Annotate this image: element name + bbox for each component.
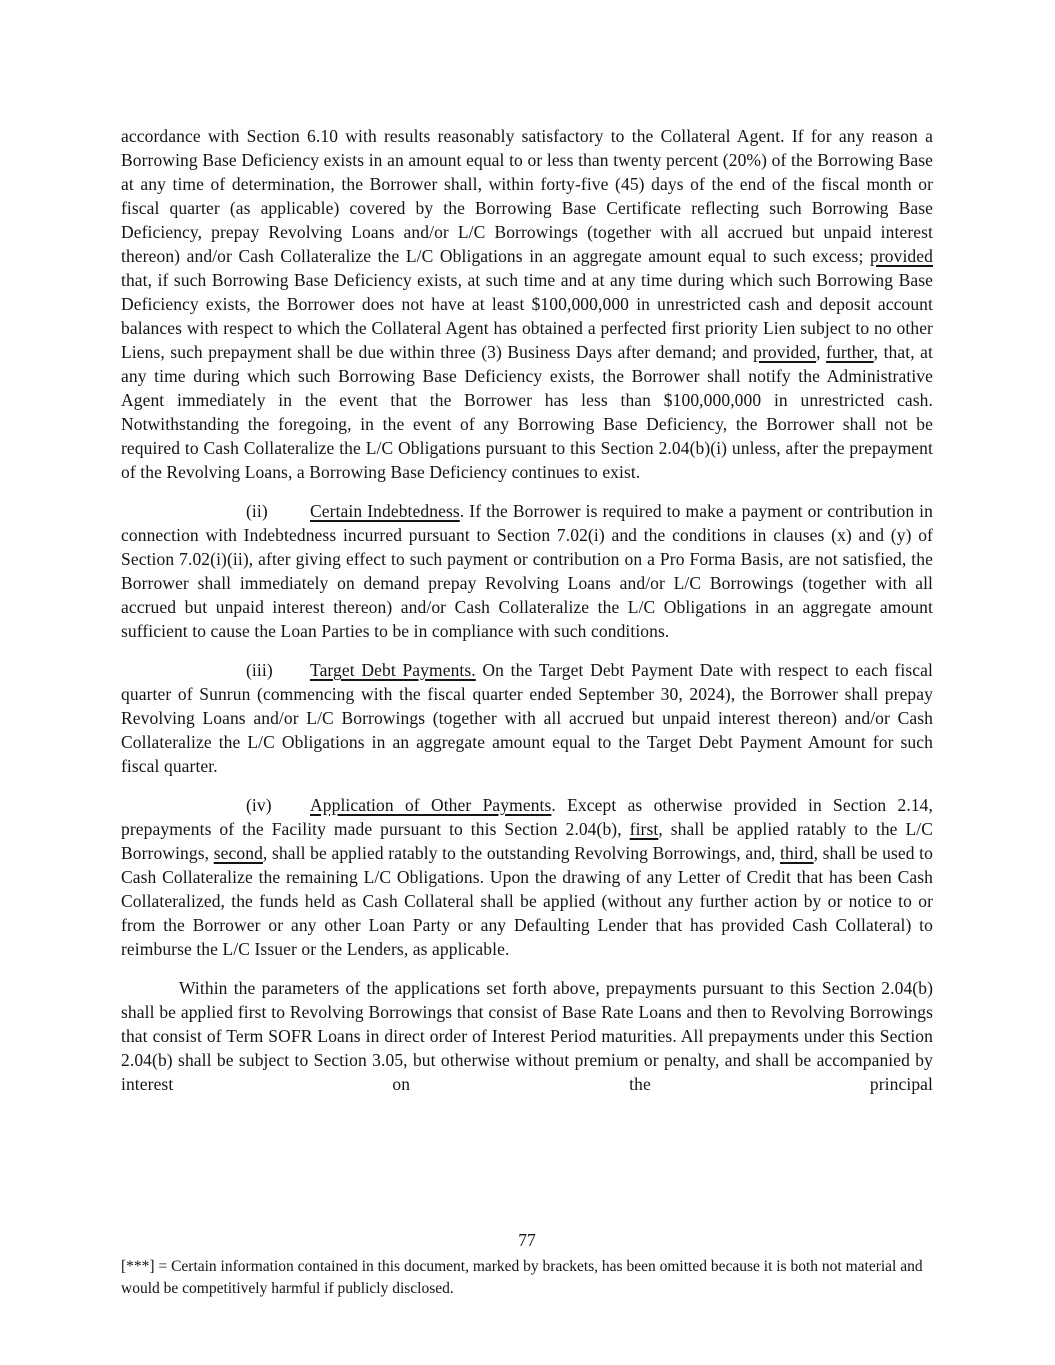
text-run: , shall be applied ratably to the L/C Borrowings, bbox=[121, 819, 933, 863]
clause-heading: Application of Other Payments bbox=[310, 795, 552, 815]
clause-number: (ii) bbox=[246, 501, 268, 521]
underlined-term-further: further bbox=[826, 342, 874, 362]
underlined-term-second: second bbox=[213, 843, 263, 863]
text-run: On the Target Debt Payment Date with respect to each fiscal quarter of Sunrun (commencing with the fiscal quarter ended September 30, 2024), the Borrower shall prepay Revolving Loans and/or L/C Borrowings (together with all accrued but unpaid interest thereon) and/or Cash Collateralize the L/C Obligations in an aggregate amount equal to the Target Debt Payment Amount for such fiscal quarter. bbox=[121, 660, 933, 776]
underlined-term-provided: provided bbox=[753, 342, 817, 362]
text-run: , shall be used to Cash Collateralize the remaining L/C Obligations. Upon the drawing of any Letter of Credit that has been Cash Collateralized, the funds held as Cash Collateral shall be applied (without any further action by or notice to or from the Borrower or any other Loan Party or any Defaulting Lender that has provided Cash Collateral) to reimburse the L/C Issuer or the Lenders, as applicable. bbox=[121, 843, 933, 959]
clause-number: (iii) bbox=[246, 660, 273, 680]
clause-heading: Certain Indebtedness bbox=[310, 501, 460, 521]
text-run: accordance with Section 6.10 with results reasonably satisfactory to the Collateral Agent. If for any reason a Borrowing Base Deficiency exists in an amount equal to or less than twenty percent (20%) of the Borrowing Base at any time of determination, the Borrower shall, within forty-five (45) days of the end of the fiscal month or fiscal quarter (as applicable) covered by the Borrowing Base Certificate reflecting such Borrowing Base Deficiency, prepay Revolving Loans and/or L/C Borrowings (together with all accrued but unpaid interest thereon) and/or Cash Collateralize the L/C Obligations in an aggregate amount equal to such excess; bbox=[121, 126, 933, 266]
clause-iii-target-debt-payments bbox=[121, 658, 933, 778]
text-run: that, if such Borrowing Base Deficiency exists, at such time and at any time during which such Borrowing Base Deficiency exists, the Borrower does not have at least $100,000,000 in unrestricted cash and deposit account balances with respect to which the Collateral Agent has obtained a perfected first priority Lien subject to no other Liens, such prepayment shall be due within three (3) Business Days after demand; and bbox=[121, 270, 933, 362]
text-run: . Except as otherwise provided in Section 2.14, prepayments of the Facility made pursuant to this Section 2.04(b), bbox=[121, 795, 933, 839]
text-run: , shall be applied ratably to the outstanding Revolving Borrowings, and, bbox=[262, 843, 780, 863]
confidentiality-footnote: [***] = Certain information contained in this document, marked by brackets, has been omitted because it is both not material and would be competitively harmful if publicly disclosed. bbox=[121, 1258, 923, 1297]
underlined-term-provided: provided bbox=[869, 246, 933, 266]
text-run: , bbox=[816, 342, 827, 362]
clause-iv-application-of-other-payments bbox=[121, 793, 933, 961]
text-run: . If the Borrower is required to make a payment or contribution in connection with Indebtedness incurred pursuant to Section 7.02(i) and the conditions in clauses (x) and (y) of Section 7.02(i)(ii), after giving effect to such payment or contribution on a Pro Forma Basis, are not satisfied, the Borrower shall immediately on demand prepay Revolving Loans and/or L/C Borrowings (together with all accrued but unpaid interest thereon) and/or Cash Collateralize the L/C Obligations in an aggregate amount sufficient to cause the Loan Parties to be in compliance with such conditions. bbox=[121, 501, 933, 641]
underlined-term-third: third bbox=[780, 843, 814, 863]
clause-heading: Target Debt Payments. bbox=[310, 660, 476, 680]
underlined-term-first: first bbox=[629, 819, 659, 839]
clause-number: (iv) bbox=[246, 795, 272, 815]
paragraph-application-parameters: Within the parameters of the applications set forth above, prepayments pursuant to this Section 2.04(b) shall be applied first to Revolving Borrowings that consist of Base Rate Loans and then to Revolving Borrowings that consist of Term SOFR Loans in direct order of Interest Period maturities. All prepayments under this Section 2.04(b) shall be subject to Section 3.05, but otherwise without premium or penalty, and shall be accompanied by interest on the principal bbox=[121, 978, 933, 1094]
text-run: , that, at any time during which such Borrowing Base Deficiency exists, the Borrower shall notify the Administrative Agent immediately in the event that the Borrower has less than $100,000,000 in unrestricted cash. Notwithstanding the foregoing, in the event of any Borrowing Base Deficiency, the Borrower shall not be required to Cash Collateralize the L/C Obligations pursuant to this Section 2.04(b)(i) unless, after the prepayment of the Revolving Loans, a Borrowing Base Deficiency continues to exist. bbox=[121, 342, 933, 482]
clause-ii-certain-indebtedness bbox=[121, 499, 933, 643]
paragraph-borrowing-base-deficiency bbox=[121, 124, 933, 484]
document-body bbox=[121, 124, 933, 1111]
page-number: 77 bbox=[518, 1230, 536, 1250]
